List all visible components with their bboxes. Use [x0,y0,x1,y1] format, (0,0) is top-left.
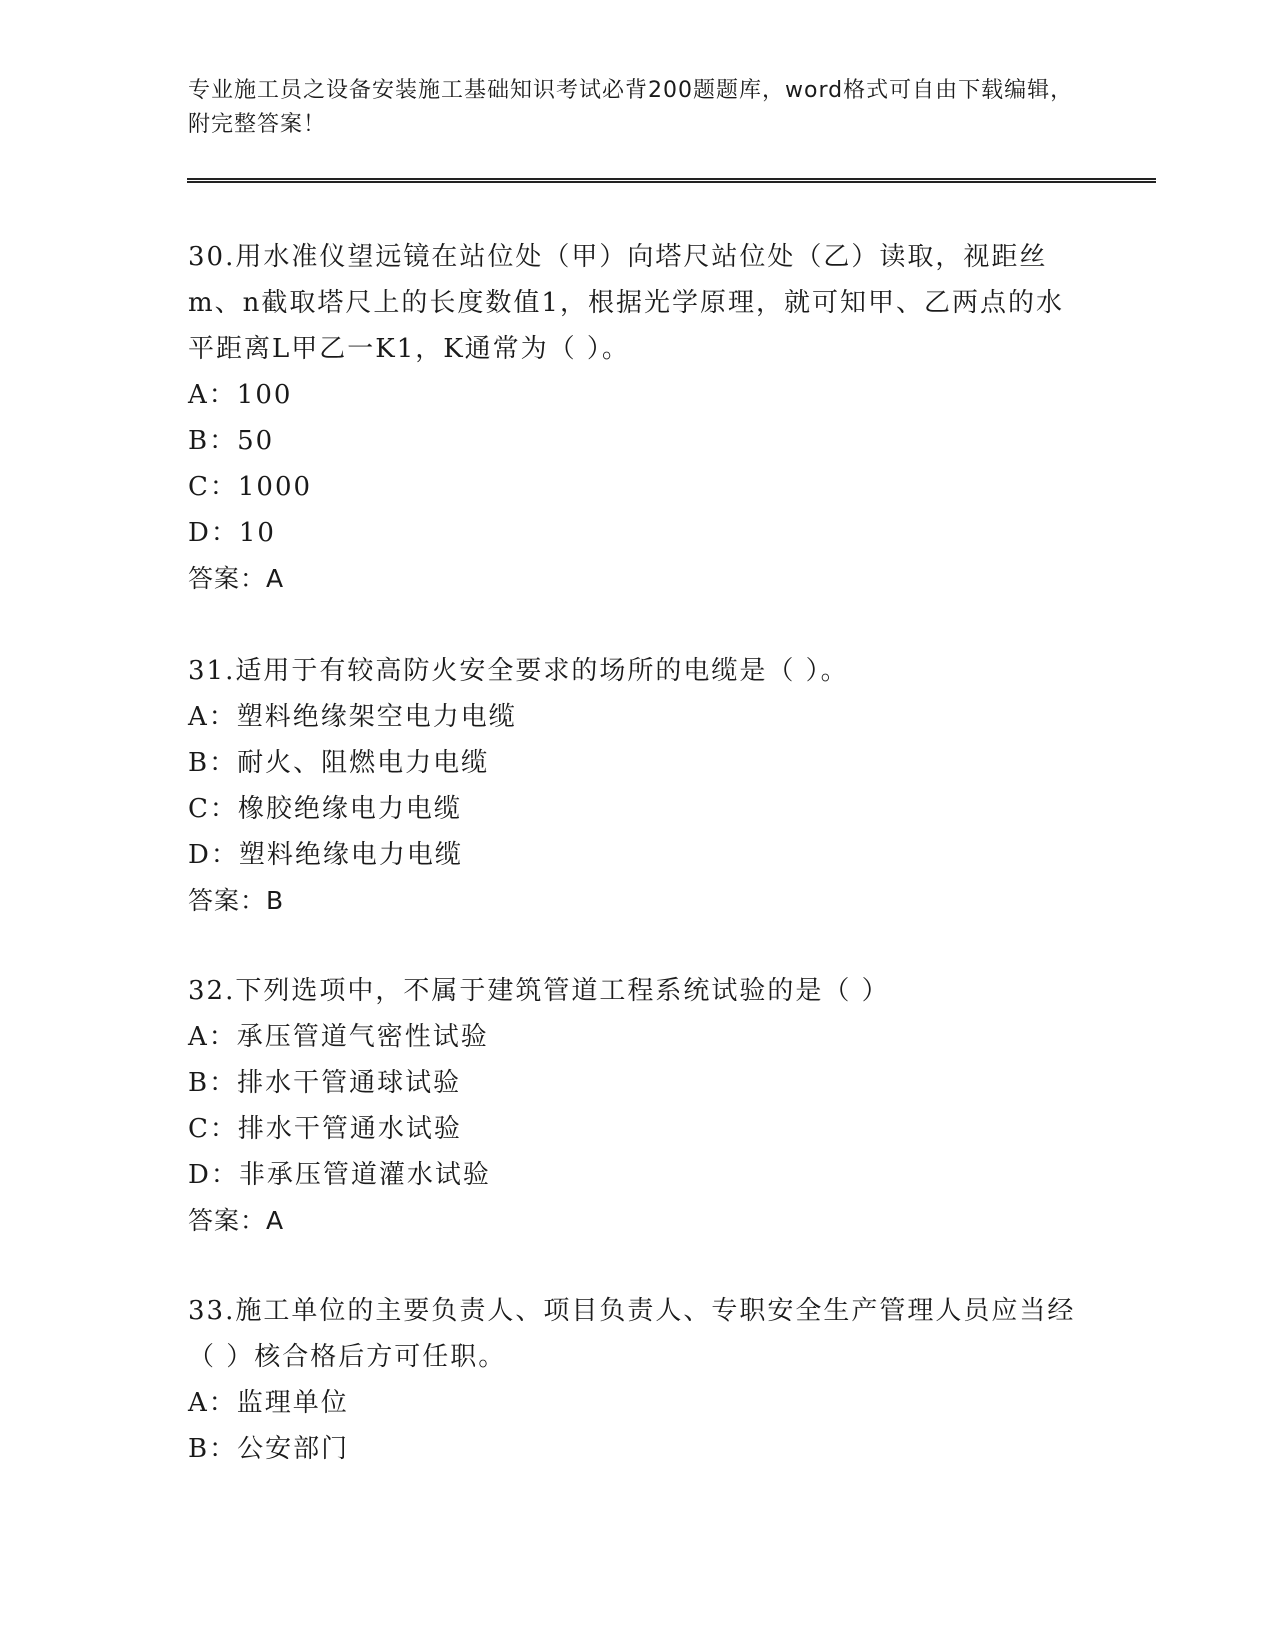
question-stem: 32.下列选项中，不属于建筑管道工程系统试验的是（ ） [188,976,890,1006]
header-divider [187,178,1156,183]
answer-line: 答案：B [188,886,285,915]
question-30 [188,234,1088,602]
option-c: C：橡胶绝缘电力电缆 [188,794,462,824]
answer-line: 答案：A [188,564,285,593]
option-a: A：监理单位 [188,1388,349,1418]
option-d: D：非承压管道灌水试验 [188,1160,491,1190]
option-a: A：100 [188,380,293,410]
option-a: A：承压管道气密性试验 [188,1022,489,1052]
answer-line: 答案：A [188,1206,285,1235]
option-b: B：50 [188,426,275,456]
option-d: D：10 [188,518,276,548]
question-stem: 33.施工单位的主要负责人、项目负责人、专职安全生产管理人员应当经（ ）核合格后方可任职。 [188,1296,1076,1372]
option-b: B：耐火、阻燃电力电缆 [188,748,490,778]
document-header: 专业施工员之设备安装施工基础知识考试必背200题题库，word格式可自由下载编辑，附完整答案！ [188,78,1074,137]
option-c: C：排水干管通水试验 [188,1114,462,1144]
question-32 [188,968,1088,1244]
question-stem: 31.适用于有较高防火安全要求的场所的电缆是（ ）。 [188,656,849,686]
option-b: B：排水干管通球试验 [188,1068,462,1098]
question-33 [188,1288,1088,1472]
question-stem: 30.用水准仪望远镜在站位处（甲）向塔尺站位处（乙）读取，视距丝m、n截取塔尺上的长度数值1，根据光学原理，就可知甲、乙两点的水平距离L甲乙一K1，K通常为（ ）。 [188,242,1064,364]
option-c: C：1000 [188,472,313,502]
option-a: A：塑料绝缘架空电力电缆 [188,702,517,732]
option-d: D：塑料绝缘电力电缆 [188,840,463,870]
question-31 [188,648,1088,924]
option-b: B：公安部门 [188,1434,350,1464]
